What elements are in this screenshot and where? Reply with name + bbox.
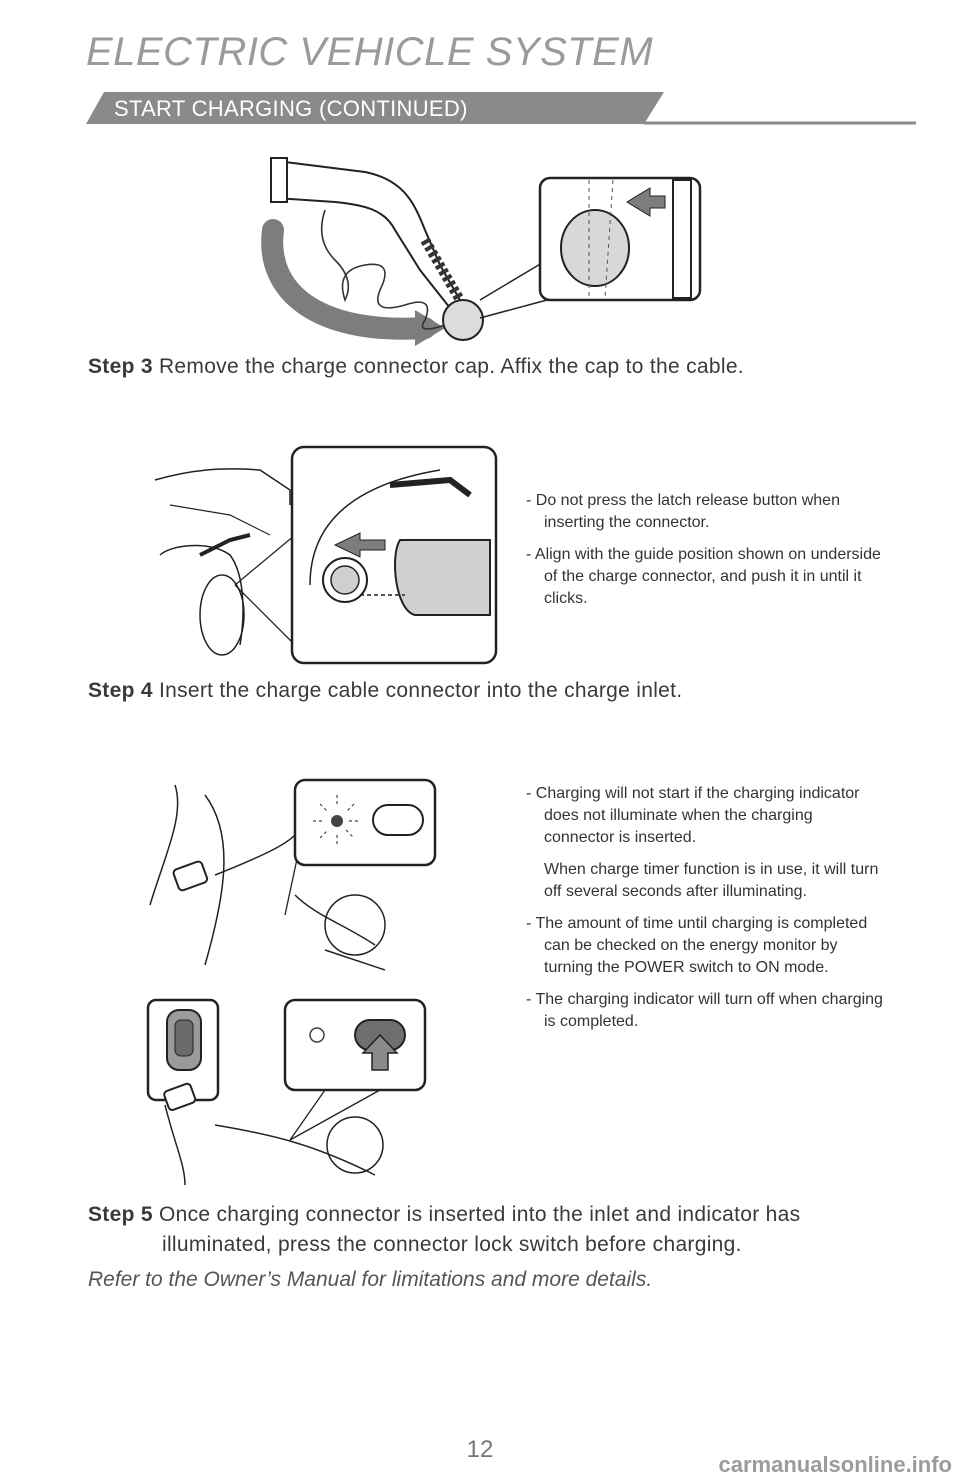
step-5-notes — [526, 783, 886, 1043]
step-3-label: Step 3 — [88, 355, 153, 378]
step-5-label: Step 5 — [88, 1203, 153, 1226]
note-charge-time: - The amount of time until charging is completed can be checked on the energy monitor by turning the POWER switch to ON mode. — [526, 915, 868, 976]
step-3 — [88, 352, 744, 382]
step-3-text: Remove the charge connector cap. Affix the cap to the cable. — [158, 355, 744, 378]
step-5 — [88, 1200, 800, 1260]
note-timer: When charge timer function is in use, it will turn off several seconds after illuminating. — [544, 861, 879, 900]
footnote: Refer to the Owner’s Manual for limitations and more details. — [88, 1268, 653, 1291]
step-4-notes — [526, 490, 886, 620]
section-title: START CHARGING (CONTINUED) — [114, 96, 468, 121]
connector-cap-illustration — [255, 150, 705, 360]
section-banner — [86, 92, 916, 126]
step-5-text-line2: illuminated, press the connector lock switch before charging. — [162, 1233, 742, 1256]
step-4-label: Step 4 — [88, 679, 153, 702]
step-4-text: Insert the charge cable connector into the charge inlet. — [158, 679, 683, 702]
step-4 — [88, 676, 682, 706]
note-indicator-off: - The charging indicator will turn off when charging is completed. — [526, 991, 883, 1030]
watermark: carmanualsonline.info — [718, 1452, 952, 1477]
charging-indicator-illustration — [145, 775, 440, 975]
note-latch: - Do not press the latch release button when inserting the connector. — [526, 492, 840, 531]
insert-connector-illustration — [150, 445, 500, 665]
page-number: 12 — [466, 1436, 494, 1463]
lock-switch-illustration — [145, 995, 430, 1190]
note-align: - Align with the guide position shown on underside of the charge connector, and push it in until it clicks. — [526, 546, 881, 607]
step-5-text-line1: Once charging connector is inserted into the inlet and indicator has — [158, 1203, 801, 1226]
note-indicator: - Charging will not start if the charging indicator does not illuminate when the charging connector is inserted. — [526, 785, 860, 846]
page-title: ELECTRIC VEHICLE SYSTEM — [86, 30, 654, 74]
